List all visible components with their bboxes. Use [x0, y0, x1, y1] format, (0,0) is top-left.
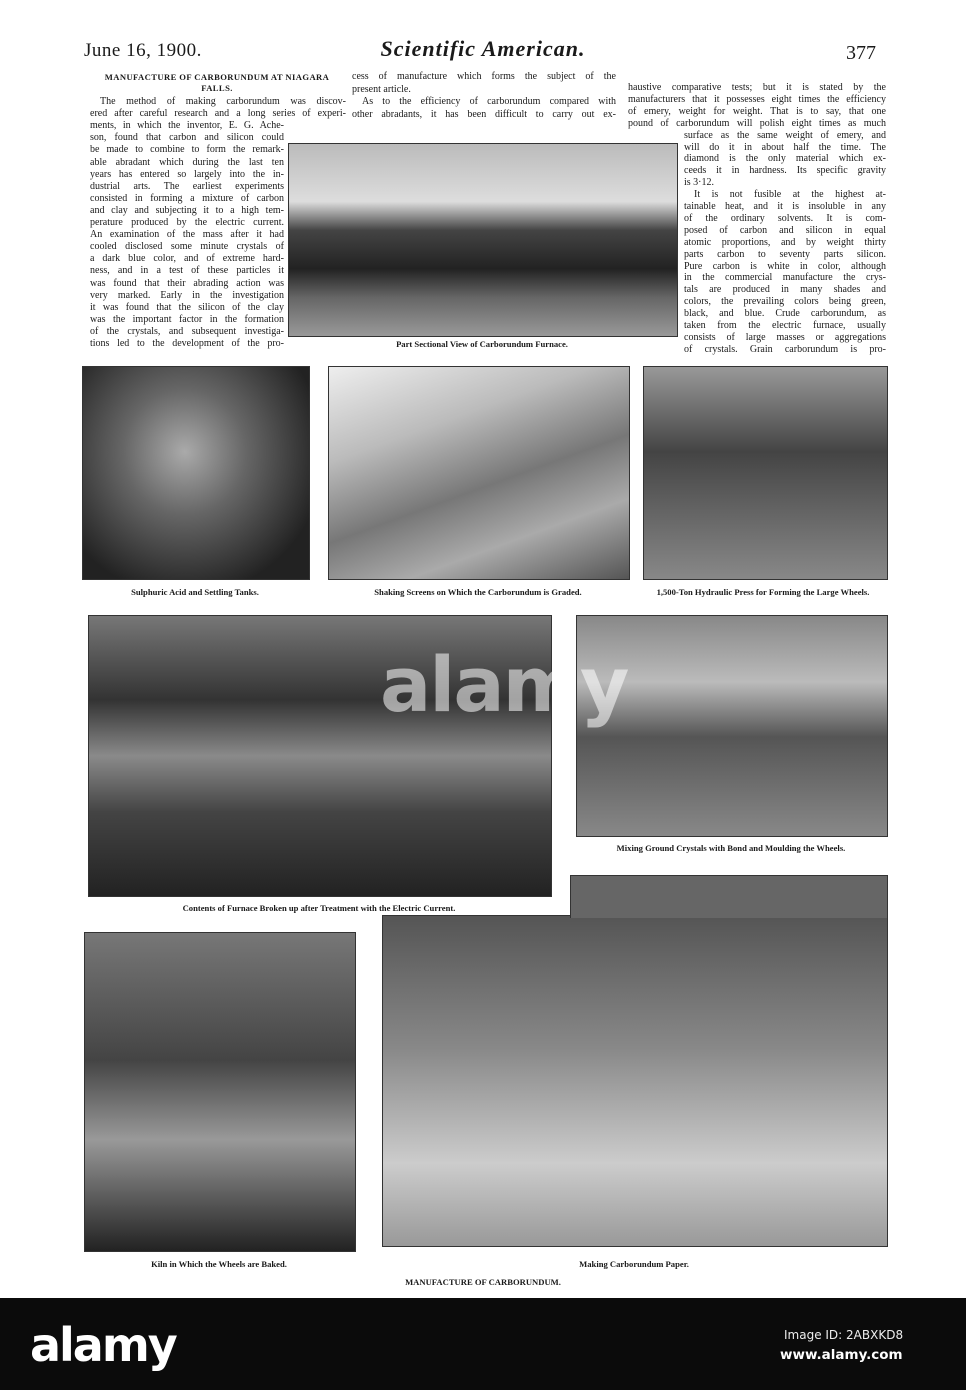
- text-line: ered after careful research and a long series of experi-: [90, 108, 346, 120]
- alamy-logo: alamy: [30, 1318, 176, 1372]
- text-line: ceeds it in hardness. Its specific gravity: [684, 165, 886, 177]
- text-line: able abradant which during the last ten: [90, 156, 284, 168]
- text-line: is 3·12.: [684, 177, 714, 189]
- caption-furnace: Part Sectional View of Carborundum Furnace.: [396, 339, 568, 349]
- text-line: pound of carborundum will polish eight times as much: [628, 117, 886, 129]
- text-line: present article.: [352, 83, 411, 95]
- text-line: was found that their abrading action was: [90, 277, 284, 289]
- article-title: [88, 72, 346, 94]
- text-line: it was found that the silicon of the clay: [90, 301, 284, 313]
- text-line: consisted in forming a mixture of carbon: [90, 192, 284, 204]
- screens-photo: [328, 366, 630, 580]
- text-line: perature produced by the electric current.: [90, 217, 284, 228]
- text-line: of crystals. Grain carborundum is pro-: [684, 343, 886, 355]
- text-line: consists of large masses or aggregations: [684, 331, 886, 343]
- text-line: ments, in which the inventor, E. G. Ache-: [90, 120, 284, 132]
- text-line: It is not fusible at the highest at-: [694, 189, 886, 201]
- text-line: parts carbon to seventy parts silicon.: [684, 248, 886, 260]
- text-line: be made to combine to form the remark-: [90, 144, 284, 156]
- page-number: 377: [846, 42, 876, 64]
- caption-kiln: Kiln in Which the Wheels are Baked.: [151, 1259, 287, 1269]
- caption-paper: Making Carborundum Paper.: [579, 1259, 689, 1269]
- text-line: surface as the same weight of emery, and: [684, 129, 886, 141]
- text-line: of the crystals, and subsequent investiga-: [90, 325, 284, 337]
- text-line: An examination of the mass after it had: [90, 229, 284, 241]
- kiln-photo: [84, 932, 356, 1252]
- text-line: tals are produced in many shades and: [684, 284, 886, 296]
- text-line: years has entered so largely into the in-: [90, 168, 284, 180]
- text-line: son, found that carbon and silicon could: [90, 132, 284, 144]
- text-line: black, and blue. Crude carborundum, as: [684, 308, 886, 320]
- text-line: will do it in about half the time. The: [684, 141, 886, 153]
- article-title-line: MANUFACTURE OF CARBORUNDUM AT NIAGARA: [104, 72, 330, 82]
- text-line: The method of making carborundum was discov-: [100, 96, 346, 107]
- caption-press: 1,500-Ton Hydraulic Press for Forming the Large Wheels.: [656, 587, 870, 597]
- furnace-illustration: [288, 143, 678, 337]
- paper-photo: [382, 915, 888, 1247]
- text-line: posed of carbon and silicon in equal: [684, 224, 886, 236]
- text-line: other abradants, it has been difficult to carry out ex-: [352, 108, 616, 120]
- caption-screens: Shaking Screens on Which the Carborundum is Graded.: [374, 587, 582, 597]
- text-line: cess of manufacture which forms the subject of the: [352, 71, 616, 82]
- text-line: atomic proportions, and by weight thirty: [684, 236, 886, 248]
- text-line: cooled disclosed some minute crystals of: [90, 241, 284, 253]
- tanks-photo: [82, 366, 310, 580]
- article-title-line: FALLS.: [201, 83, 233, 93]
- text-line: a dark blue color, and of extreme hard-: [90, 253, 284, 265]
- issue-date: June 16, 1900.: [84, 40, 202, 61]
- text-line: haustive comparative tests; but it is stated by the: [628, 82, 886, 93]
- watermark: alamy: [380, 640, 628, 729]
- plate-title: MANUFACTURE OF CARBORUNDUM.: [405, 1277, 561, 1287]
- text-line: diamond is the only material which ex-: [684, 153, 886, 165]
- text-line: very marked. Early in the investigation: [90, 289, 284, 301]
- caption-mixing: Mixing Ground Crystals with Bond and Moulding the Wheels.: [616, 843, 846, 853]
- text-line: of emery, weight for weight. That is to say, that one: [628, 105, 886, 117]
- text-line: tainable heat, and it is insoluble in any: [684, 201, 886, 212]
- text-line: taken from the electric furnace, usually: [684, 320, 886, 331]
- site-url[interactable]: www.alamy.com: [780, 1347, 903, 1363]
- text-line: ness, and in a test of these particles it: [90, 265, 284, 277]
- text-line: colors, the prevailing colors being green,: [684, 296, 886, 308]
- caption-tanks: Sulphuric Acid and Settling Tanks.: [131, 587, 259, 597]
- text-line: dustrial arts. The earliest experiments: [90, 180, 284, 192]
- text-line: manufacturers that it possesses eight times the efficiency: [628, 93, 886, 105]
- text-line: was the important factor in the formation: [90, 313, 284, 325]
- press-photo: [643, 366, 888, 580]
- text-line: As to the efficiency of carborundum compared with: [362, 96, 616, 107]
- text-line: in the commercial manufacture the crys-: [684, 272, 886, 284]
- text-line: tions led to the development of the pro-: [90, 338, 284, 349]
- masthead: Scientific American.: [380, 36, 586, 61]
- text-line: Pure carbon is white in color, although: [684, 260, 886, 272]
- caption-contents: Contents of Furnace Broken up after Treatment with the Electric Current.: [182, 903, 456, 913]
- image-id: Image ID: 2ABXKD8: [784, 1328, 904, 1342]
- text-line: of the ordinary solvents. It is com-: [684, 212, 886, 224]
- paper-photo-top: [570, 875, 888, 918]
- text-line: and clay and subjecting it to a high tem-: [90, 204, 284, 216]
